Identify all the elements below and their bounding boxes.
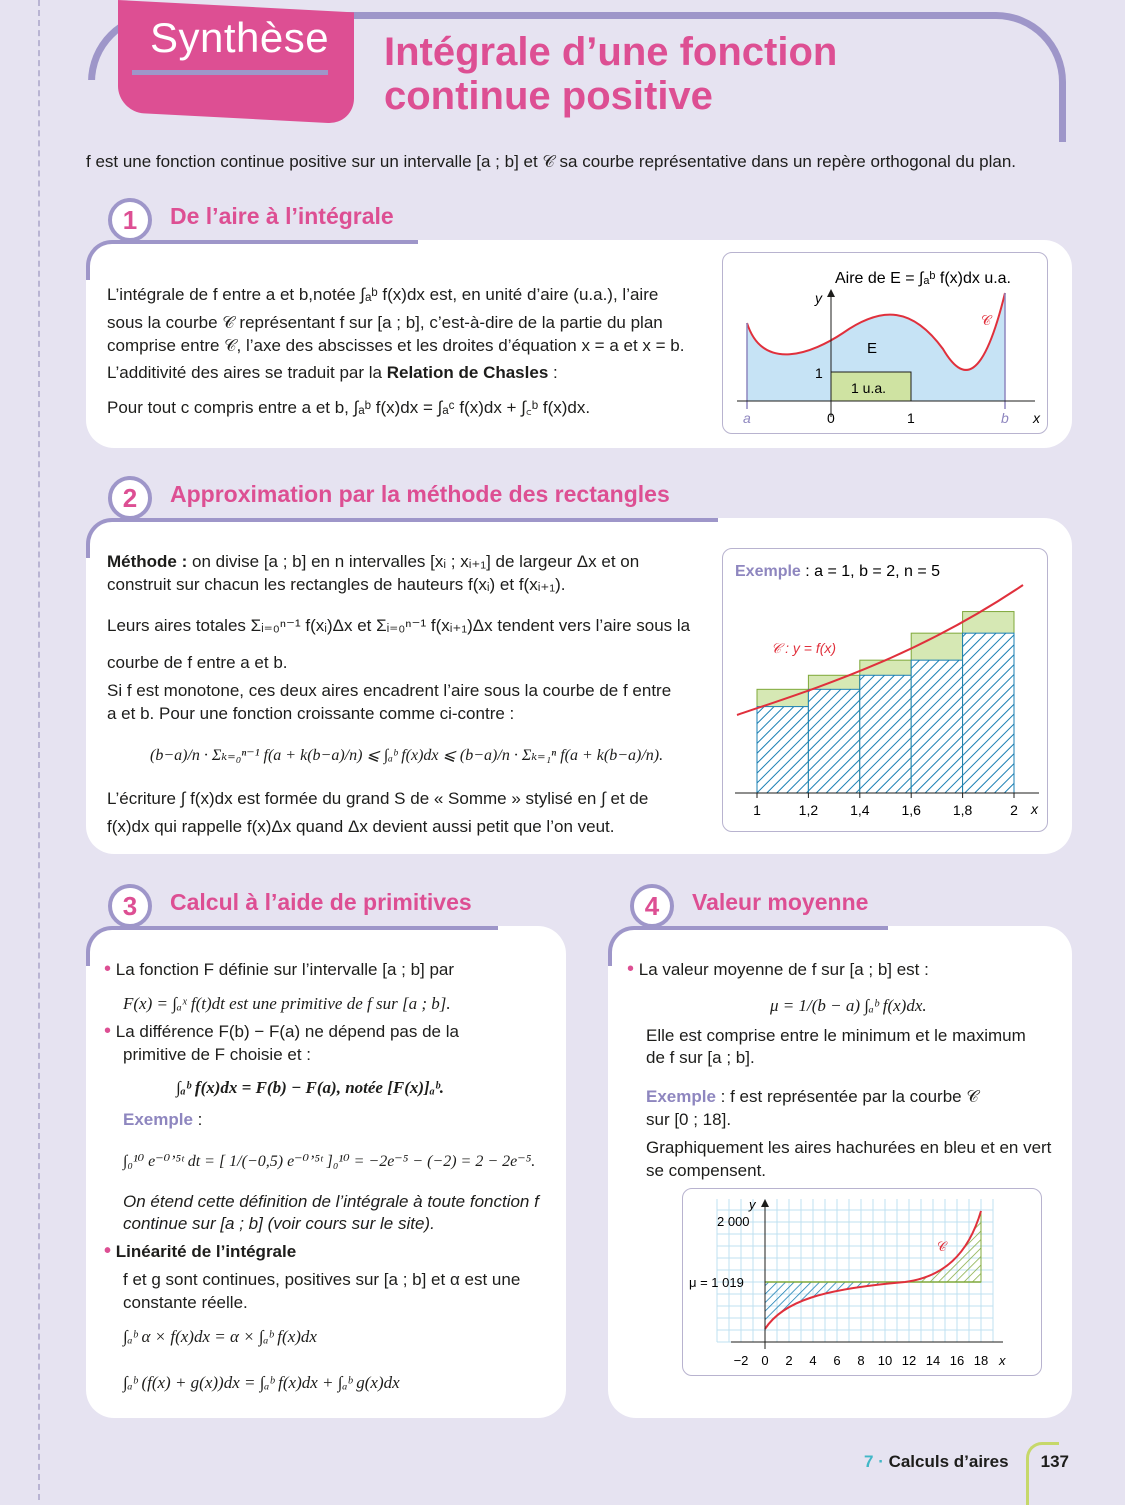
x-tick-label: 10 (877, 1353, 893, 1368)
section-1-title: De l’aire à l’intégrale (170, 203, 394, 229)
s4-line-4: se compensent. (646, 1161, 767, 1180)
s2-line-5: Si f est monotone, ces deux aires encadrent l’aire sous la courbe de f entre (107, 681, 672, 700)
s2-line-3: Leurs aires totales Σᵢ₌₀ⁿ⁻¹ f(xᵢ)Δx et Σᵢ₌₀ⁿ⁻¹ f(xᵢ₊₁)Δx tendent vers l’aire sous la (107, 616, 691, 635)
section-2-number: 2 (108, 476, 152, 520)
s3-italic-2: continue sur [a ; b] (voir cours sur le site). (123, 1214, 435, 1233)
section-4-title: Valeur moyenne (692, 889, 869, 915)
intro-text: f est une fonction continue positive sur un intervalle [a ; b] et 𝒞 sa courbe représentative dans un repère orthogonal du plan. (86, 152, 1017, 171)
x-tick-label: 18 (973, 1353, 989, 1368)
x-tick-label: 1,8 (952, 802, 973, 818)
s4-bullet-1: • La valeur moyenne de f sur [a ; b] est : (627, 958, 929, 980)
section-3-title: Calcul à l’aide de primitives (170, 889, 472, 915)
linearity-formula-1: ∫ₐᵇ α × f(x)dx = α × ∫ₐᵇ f(x)dx (123, 1327, 317, 1346)
s2-line-2: construit sur chacun les rectangles de hauteurs f(xᵢ) et f(xᵢ₊₁). (107, 575, 566, 594)
s1-line-3: comprise entre 𝒞, l’axe des abscisses et les droites d’équation x = a et x = b. (107, 336, 685, 355)
svg-text:x: x (999, 1353, 1006, 1368)
s1-line-1: L’intégrale de f entre a et b,notée ∫ₐᵇ f(x)dx est, en unité d’aire (u.a.), l’aire (107, 285, 659, 304)
x-tick-label: 0 (761, 1353, 769, 1368)
s2-line-7: L’écriture ∫ f(x)dx est formée du grand S de « Somme » stylisé en ∫ et de (107, 789, 649, 808)
margin-dashed-line (38, 0, 40, 1500)
region-label: E (867, 340, 878, 357)
badge-label: Synthèse (150, 14, 330, 61)
rectangles-figure (722, 548, 1048, 832)
svg-text:b: b (1001, 410, 1009, 426)
lower-rectangle (860, 675, 911, 793)
x-tick-label: 14 (925, 1353, 941, 1368)
unit-label: 1 u.a. (851, 380, 887, 396)
s4-line-2: de f sur [a ; b]. (646, 1048, 755, 1067)
x-tick-label: 1,2 (798, 802, 819, 818)
page-number: 137 (1040, 1452, 1069, 1471)
lower-rectangle (757, 707, 808, 793)
primitive-definition: F(x) = ∫ₐˣ f(t)dt est une primitive de f sur [a ; b]. (123, 994, 451, 1013)
svg-text:0: 0 (827, 410, 835, 426)
s2-line-4: courbe de f entre a et b. (107, 653, 288, 672)
svg-text:𝒞: 𝒞 (981, 312, 992, 328)
area-caption: Aire de E = ∫ₐᵇ f(x)dx u.a. (835, 270, 1011, 287)
section-2-title: Approximation par la méthode des rectangles (170, 481, 670, 507)
page-title: Intégrale d’une fonction continue positive (384, 30, 838, 118)
mean-value-figure (682, 1188, 1042, 1376)
s2-line-1: Méthode : on divise [a ; b] en n intervalles [xᵢ ; xᵢ₊₁] de largeur Δx et on (107, 552, 640, 571)
s3-line-2b: primitive de F choisie et : (123, 1045, 312, 1064)
svg-text:a: a (743, 410, 751, 426)
mean-value-formula: μ = 1/(b − a) ∫ₐᵇ f(x)dx. (770, 996, 927, 1015)
s3-bullet-2: • La différence F(b) − F(a) ne dépend pas de la (104, 1020, 459, 1042)
curve-label: 𝒞 : y = f(x) (771, 640, 837, 656)
x-tick-label: 12 (901, 1353, 917, 1368)
svg-text:1: 1 (815, 365, 823, 381)
x-tick-label: 16 (949, 1353, 965, 1368)
section-3-number: 3 (108, 884, 152, 928)
x-tick-label: 1,4 (850, 802, 870, 818)
chapter-label: 7 · Calculs d’aires (864, 1452, 1009, 1471)
x-tick-label: 6 (833, 1353, 841, 1368)
mu-label: μ = 1 019 (689, 1275, 744, 1290)
example-integral: ∫₀¹⁰ e⁻⁰’⁵ᵗ dt = [ 1/(−0,5) e⁻⁰’⁵ᵗ ]₀¹⁰ = −2e⁻⁵ − (−2) = 2 − 2e⁻⁵. (123, 1153, 536, 1170)
linearity-formula-2: ∫ₐᵇ (f(x) + g(x))dx = ∫ₐᵇ f(x)dx + ∫ₐᵇ g(x)dx (123, 1373, 400, 1392)
s4-example-2: sur [0 ; 18]. (646, 1110, 732, 1129)
x-tick-label: −2 (733, 1353, 749, 1368)
s3-line-3b: constante réelle. (123, 1293, 248, 1312)
x-tick-label: 2 (1010, 802, 1018, 818)
s4-example: Exemple : f est représentée par la courbe 𝒞 (646, 1087, 979, 1106)
svg-text:y: y (749, 1197, 756, 1212)
s2-line-6: a et b. Pour une fonction croissante comme ci-contre : (107, 704, 515, 723)
s3-italic-1: On étend cette définition de l’intégrale à toute fonction f (123, 1192, 539, 1211)
s4-line-3: Graphiquement les aires hachurées en bleu et en vert (646, 1138, 1052, 1157)
lower-rectangle (963, 633, 1014, 793)
s3-bullet-1: • La fonction F définie sur l’intervalle [a ; b] par (104, 958, 455, 980)
section-1-number: 1 (108, 198, 152, 242)
lower-rectangle (911, 660, 962, 793)
x-tick-label: 1,6 (901, 802, 921, 818)
s1-line-4: L’additivité des aires se traduit par la Relation de Chasles : (107, 363, 558, 382)
chasles-relation: Pour tout c compris entre a et b, ∫ₐᵇ f(x)dx = ∫ₐᶜ f(x)dx + ∫꜀ᵇ f(x)dx. (107, 398, 591, 417)
svg-text:1: 1 (907, 410, 915, 426)
svg-text:2 000: 2 000 (717, 1214, 750, 1229)
s2-line-8: f(x)dx qui rappelle f(x)Δx quand Δx devient aussi petit que l’on veut. (107, 817, 615, 836)
x-tick-label: 8 (857, 1353, 865, 1368)
section-4-number: 4 (630, 884, 674, 928)
svg-text:Exemple : a = 1, b = 2, n = 5: Exemple : a = 1, b = 2, n = 5 (735, 563, 941, 580)
svg-text:y: y (815, 290, 822, 306)
x-tick-label: 1 (753, 802, 761, 818)
example-label: Exemple (735, 563, 801, 580)
area-figure (722, 252, 1048, 434)
rectangles-inequality: (b−a)/n · Σₖ₌₀ⁿ⁻¹ f(a + k(b−a)/n) ⩽ ∫ₐᵇ f(x)dx ⩽ (b−a)/n · Σₖ₌₁ⁿ f(a + k(b−a)/n). (150, 747, 664, 764)
x-tick-label: 4 (809, 1353, 817, 1368)
x-tick-label: 2 (785, 1353, 793, 1368)
lower-rectangle (808, 689, 859, 793)
s3-example: Exemple : (123, 1110, 203, 1129)
s3-line-3a: f et g sont continues, positives sur [a ; b] et α est une (123, 1270, 521, 1289)
svg-text:x: x (1031, 801, 1038, 817)
svg-text:x: x (1033, 410, 1040, 426)
s3-bullet-3: • Linéarité de l’intégrale (104, 1240, 297, 1262)
fundamental-formula: ∫ₐᵇ f(x)dx = F(b) − F(a), notée [F(x)]ₐᵇ. (176, 1078, 444, 1097)
s4-line-1: Elle est comprise entre le minimum et le maximum (646, 1026, 1026, 1045)
s1-line-2: sous la courbe 𝒞 représentant f sur [a ; b], c’est-à-dire de la partie du plan (107, 313, 663, 332)
svg-text:𝒞: 𝒞 (937, 1239, 947, 1254)
